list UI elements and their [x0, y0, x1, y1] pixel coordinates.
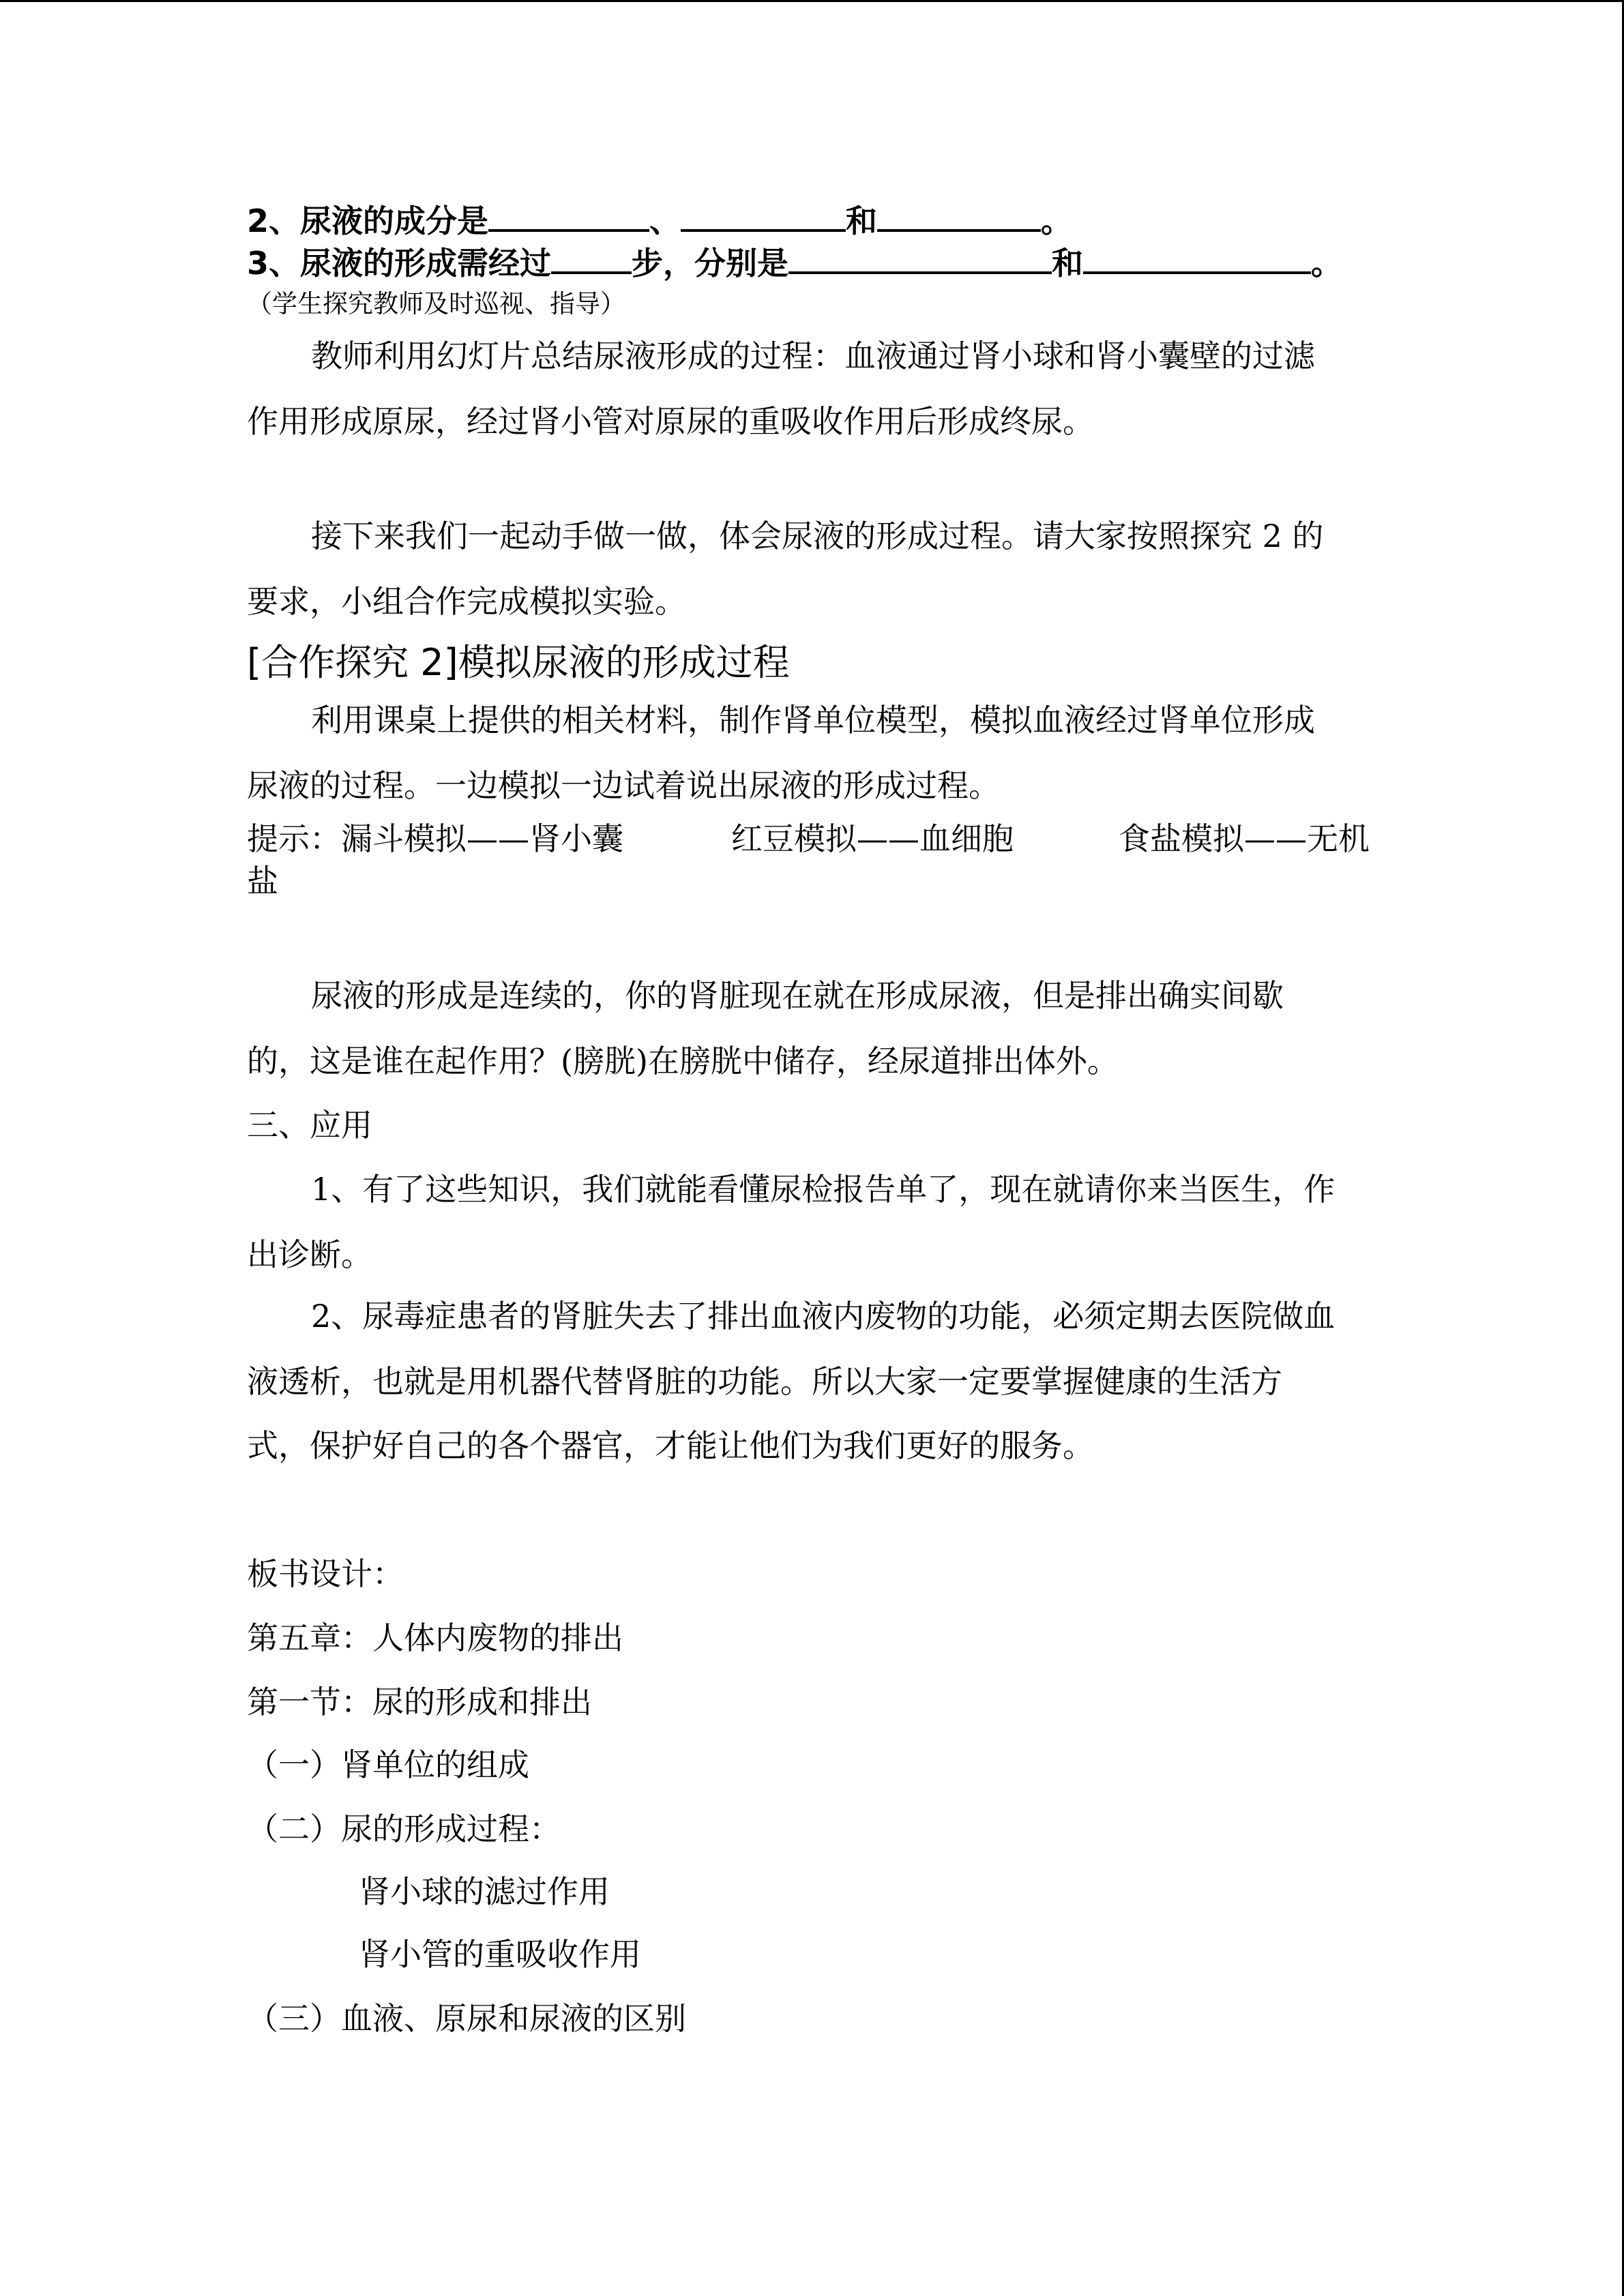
- intro-line: 接下来我们一起动手做一做，体会尿液的形成过程。请大家按照探究 2 的: [311, 518, 1324, 554]
- tip-salt-wrap: 盐: [247, 863, 278, 899]
- question-3-end: 。: [1311, 245, 1343, 282]
- answer-blank[interactable]: [877, 198, 1041, 232]
- board-subitem: 肾小球的滤过作用: [359, 1873, 610, 1910]
- board-item: （一）肾单位的组成: [247, 1746, 529, 1783]
- answer-blank[interactable]: [488, 198, 649, 232]
- inquiry-2-line: 尿液的过程。一边模拟一边试着说出尿液的形成过程。: [247, 767, 1000, 804]
- answer-blank[interactable]: [1083, 240, 1311, 274]
- question-2: [247, 198, 1072, 241]
- intro-line: 要求，小组合作完成模拟实验。: [247, 583, 686, 620]
- application-heading: 三、应用: [247, 1107, 372, 1144]
- board-item: （二）尿的形成过程：: [247, 1810, 561, 1847]
- application-paragraph-2: 2、尿毒症患者的肾脏失去了排出血液内废物的功能，必须定期去医院做血: [311, 1298, 1335, 1335]
- answer-blank[interactable]: [788, 240, 1052, 274]
- question-3-middle: 步，分别是: [632, 245, 789, 282]
- tip-red-bean: 红豆模拟——血细胞: [731, 820, 1014, 857]
- tip-salt: 食盐模拟——无机: [1119, 820, 1370, 857]
- answer-blank[interactable]: [681, 198, 846, 232]
- question-2-separator: 、: [649, 203, 681, 239]
- continuity-line: 的，这是谁在起作用？(膀胱)在膀胱中储存，经尿道排出体外。: [247, 1043, 1119, 1079]
- application-paragraph-2: 液透析，也就是用机器代替肾脏的功能。所以大家一定要掌握健康的生活方: [247, 1363, 1282, 1400]
- question-2-end: 。: [1041, 203, 1073, 239]
- board-design-title: 板书设计：: [247, 1555, 404, 1592]
- question-2-text: 2、尿液的成分是: [247, 203, 489, 239]
- inquiry-2-heading: [合作探究 2]模拟尿液的形成过程: [247, 641, 790, 684]
- question-2-and: 和: [846, 203, 878, 239]
- continuity-line: 尿液的形成是连续的，你的肾脏现在就在形成尿液，但是排出确实间歇: [311, 977, 1284, 1014]
- question-3-and: 和: [1052, 245, 1084, 282]
- application-paragraph-1: 出诊断。: [247, 1236, 372, 1273]
- board-subitem: 肾小管的重吸收作用: [359, 1936, 641, 1973]
- application-paragraph-1: 1、有了这些知识，我们就能看懂尿检报告单了，现在就请你来当医生，作: [311, 1171, 1335, 1208]
- application-paragraph-2: 式，保护好自己的各个器官，才能让他们为我们更好的服务。: [247, 1427, 1094, 1464]
- board-chapter: 第五章：人体内废物的排出: [247, 1620, 623, 1656]
- summary-line: 教师利用幻灯片总结尿液形成的过程：血液通过肾小球和肾小囊壁的过滤: [311, 338, 1315, 374]
- question-3: [247, 240, 1342, 284]
- board-item: （三）血液、原尿和尿液的区别: [247, 2000, 686, 2037]
- guidance-note: （学生探究教师及时巡视、指导）: [247, 289, 625, 318]
- answer-blank[interactable]: [551, 240, 632, 274]
- tip-funnel: 提示：漏斗模拟——肾小囊: [247, 820, 623, 857]
- question-3-text: 3、尿液的形成需经过: [247, 245, 552, 282]
- inquiry-2-line: 利用课桌上提供的相关材料，制作肾单位模型，模拟血液经过肾单位形成: [311, 702, 1315, 739]
- board-section: 第一节：尿的形成和排出: [247, 1684, 592, 1720]
- summary-line: 作用形成原尿，经过肾小管对原尿的重吸收作用后形成终尿。: [247, 403, 1094, 440]
